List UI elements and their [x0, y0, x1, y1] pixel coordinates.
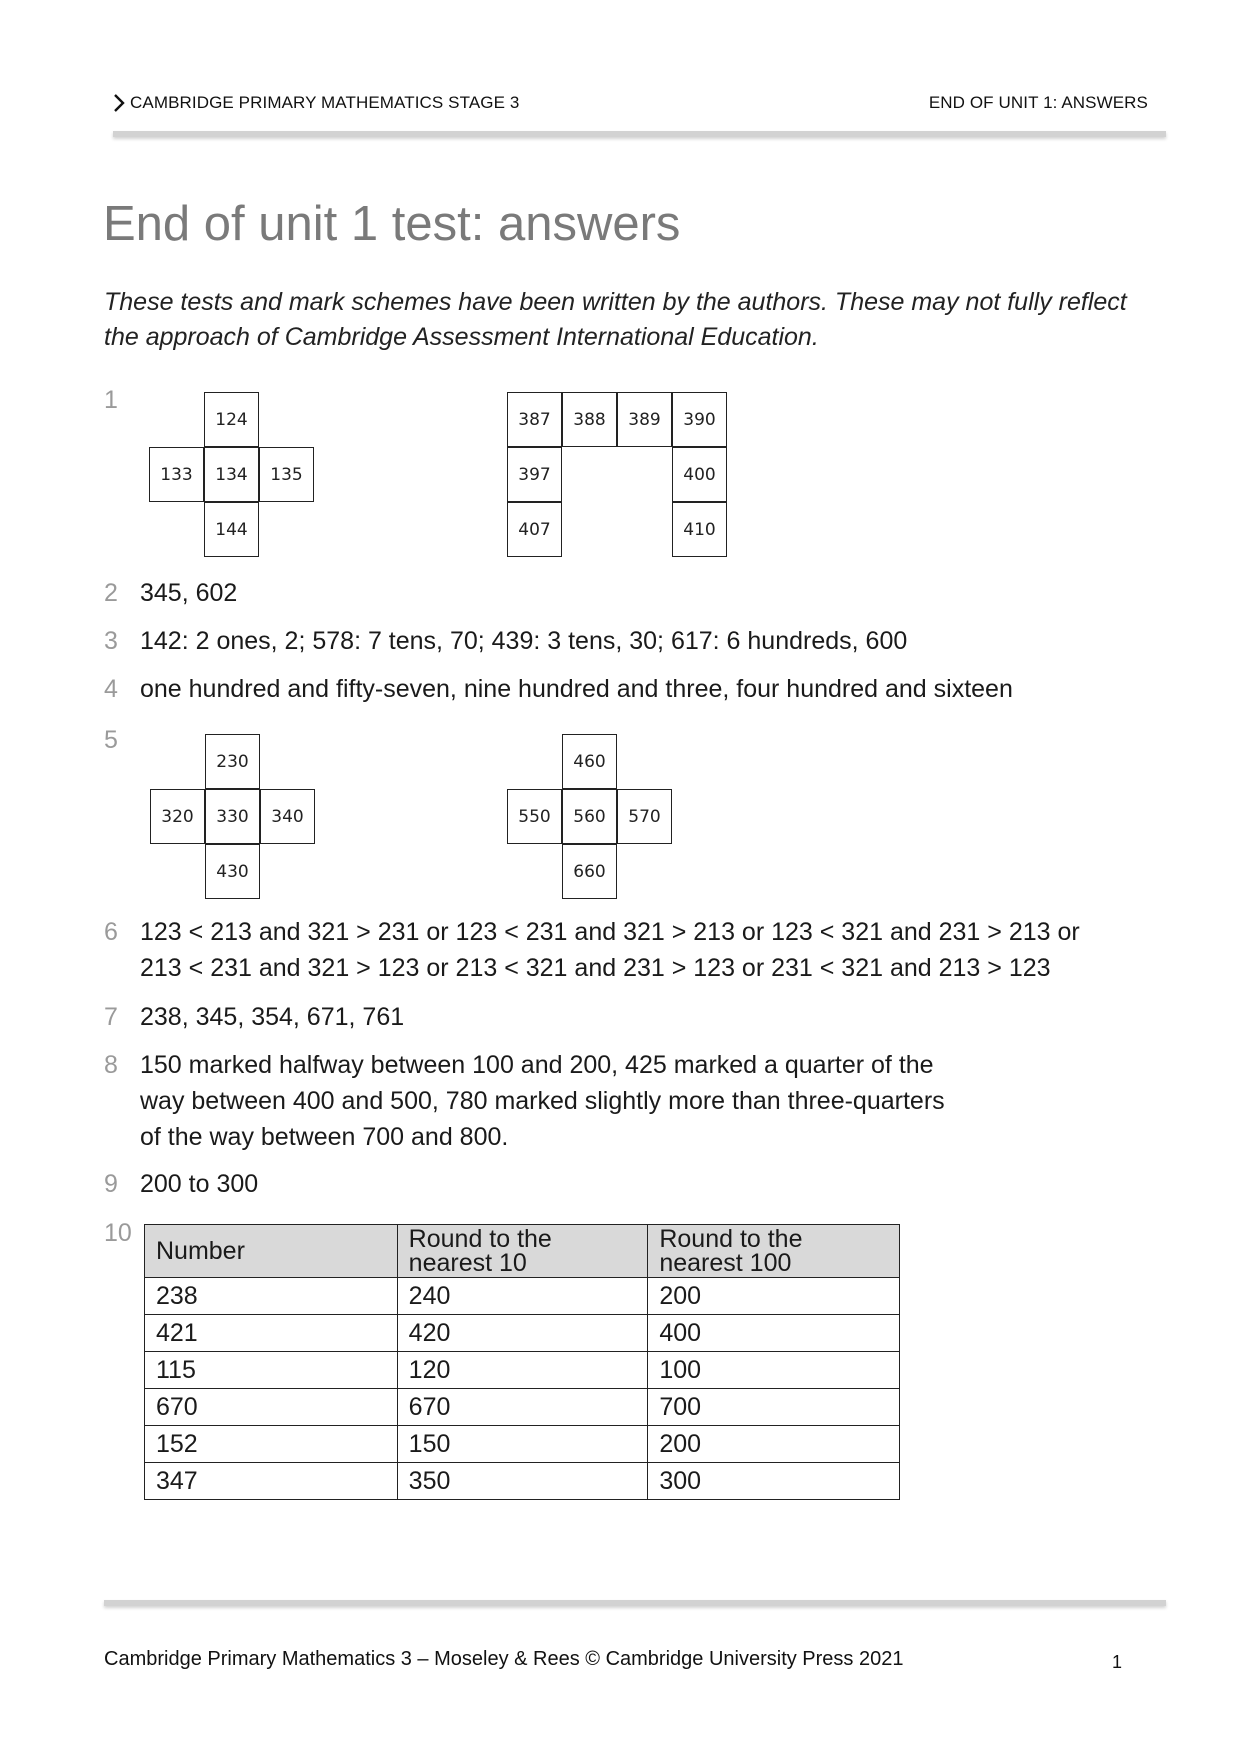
grid-cell: 430: [205, 844, 260, 899]
table-cell: 400: [648, 1315, 900, 1352]
grid-cell: 388: [562, 392, 617, 447]
table-row: [145, 1278, 900, 1315]
table-header-row: [145, 1225, 900, 1278]
chevron-right-icon: [112, 93, 126, 113]
table-cell: 200: [648, 1426, 900, 1463]
answer-9: 200 to 300: [140, 1170, 259, 1198]
question-number-2: 2: [104, 579, 118, 607]
grid-cell: 124: [204, 392, 259, 447]
table-cell: 150: [397, 1426, 648, 1463]
grid-cell: 550: [507, 789, 562, 844]
page-title: End of unit 1 test: answers: [103, 197, 681, 251]
question-7: [104, 999, 404, 1035]
header-divider: [113, 131, 1166, 137]
question-number-1: 1: [104, 386, 118, 414]
answer-4: one hundred and fifty-seven, nine hundred and three, four hundred and sixteen: [140, 675, 1013, 703]
running-header-left: [112, 93, 519, 113]
page-number: 1: [1112, 1652, 1123, 1672]
column-header-nearest-100: Round to the nearest 100: [648, 1225, 900, 1278]
table-cell: 115: [145, 1352, 398, 1389]
grid-cell: 320: [150, 789, 205, 844]
question-number-8: 8: [104, 1051, 118, 1079]
grid-cell: 390: [672, 392, 727, 447]
table-row: [145, 1315, 900, 1352]
question-9: [104, 1166, 258, 1202]
grid-cell: 134: [204, 447, 259, 502]
footer-copyright: Cambridge Primary Mathematics 3 – Moseley & Rees © Cambridge University Press 2021: [104, 1648, 904, 1670]
question-number-7: 7: [104, 1003, 118, 1031]
question-number-6: 6: [104, 918, 118, 946]
table-cell: 421: [145, 1315, 398, 1352]
table-cell: 670: [397, 1389, 648, 1426]
table-row: [145, 1389, 900, 1426]
grid-cell: 560: [562, 789, 617, 844]
grid-cell: 133: [149, 447, 204, 502]
table-cell: 670: [145, 1389, 398, 1426]
question-number-3: 3: [104, 627, 118, 655]
answer-2: 345, 602: [140, 579, 238, 607]
answer-8-line-2: way between 400 and 500, 780 marked slightly more than three-quarters: [140, 1087, 945, 1115]
grid-cell: 570: [617, 789, 672, 844]
grid-cell: 144: [204, 502, 259, 557]
table-row: [145, 1426, 900, 1463]
grid-cell: 135: [259, 447, 314, 502]
table-cell: 240: [397, 1278, 648, 1315]
table-cell: 347: [145, 1463, 398, 1500]
grid-cell: 400: [672, 447, 727, 502]
answer-8-line-3: of the way between 700 and 800.: [140, 1123, 509, 1151]
answer-8-line-1: 150 marked halfway between 100 and 200, 425 marked a quarter of the: [140, 1051, 934, 1079]
answer-6-line-1: 123 < 213 and 321 > 231 or 123 < 231 and 321 > 213 or 123 < 321 and 231 > 213 or: [140, 918, 1080, 946]
table-cell: 120: [397, 1352, 648, 1389]
table-cell: 350: [397, 1463, 648, 1500]
table-cell: 238: [145, 1278, 398, 1315]
question-6: [104, 914, 1080, 986]
question-number-10: 10: [104, 1219, 132, 1247]
grid-cell: 340: [260, 789, 315, 844]
table-cell: 420: [397, 1315, 648, 1352]
table-cell: 100: [648, 1352, 900, 1389]
answer-3: 142: 2 ones, 2; 578: 7 tens, 70; 439: 3 tens, 30; 617: 6 hundreds, 600: [140, 627, 908, 655]
grid-cell: 410: [672, 502, 727, 557]
table-cell: 700: [648, 1389, 900, 1426]
footer-divider: [104, 1600, 1166, 1606]
question-8: [104, 1047, 945, 1155]
table-cell: 200: [648, 1278, 900, 1315]
column-header-number: Number: [145, 1225, 398, 1278]
question-4: [104, 671, 1013, 707]
question-number-9: 9: [104, 1170, 118, 1198]
table-row: [145, 1352, 900, 1389]
answer-6-line-2: 213 < 231 and 321 > 123 or 213 < 321 and 231 > 123 or 231 < 321 and 213 > 123: [140, 954, 1051, 982]
answer-7: 238, 345, 354, 671, 761: [140, 1003, 405, 1031]
table-row: [145, 1463, 900, 1500]
header-section-title: END OF UNIT 1: ANSWERS: [928, 93, 1148, 112]
grid-cell: 330: [205, 789, 260, 844]
grid-cell: 389: [617, 392, 672, 447]
question-number-4: 4: [104, 675, 118, 703]
grid-cell: 407: [507, 502, 562, 557]
column-header-nearest-10: Round to the nearest 10: [397, 1225, 648, 1278]
question-2: [104, 575, 237, 611]
table-cell: 152: [145, 1426, 398, 1463]
question-number-5: 5: [104, 726, 118, 754]
grid-cell: 387: [507, 392, 562, 447]
table-cell: 300: [648, 1463, 900, 1500]
grid-cell: 460: [562, 734, 617, 789]
header-series-title: CAMBRIDGE PRIMARY MATHEMATICS STAGE 3: [130, 93, 520, 112]
question-3: [104, 623, 907, 659]
intro-disclaimer: These tests and mark schemes have been written by the authors. These may not fully reflect the approach of Cambridge Assessment International Education.: [104, 288, 1127, 351]
grid-cell: 660: [562, 844, 617, 899]
grid-cell: 230: [205, 734, 260, 789]
grid-cell: 397: [507, 447, 562, 502]
rounding-table: [144, 1224, 900, 1500]
